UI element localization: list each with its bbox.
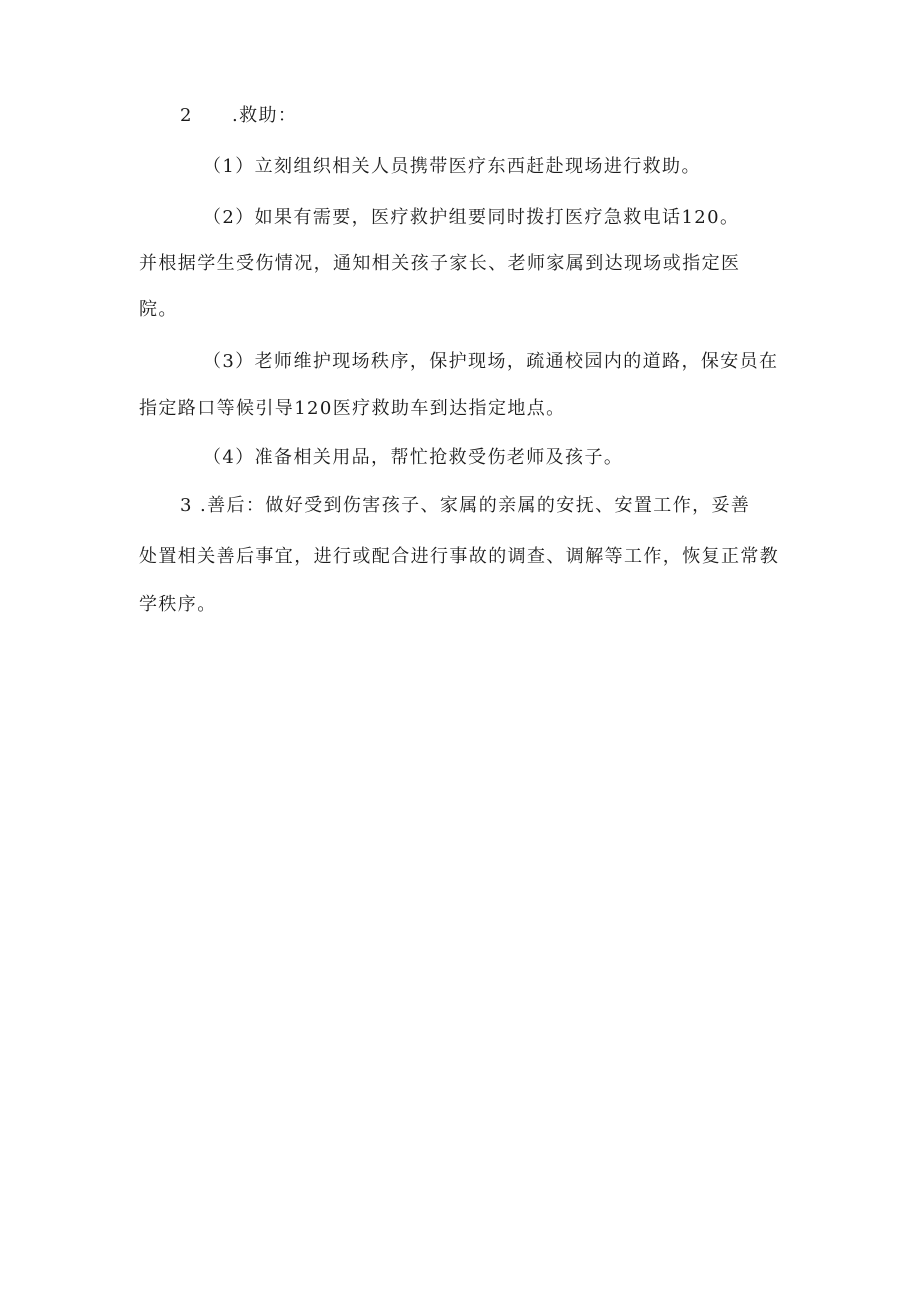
item-1: （1）立刻组织相关人员携带医疗东西赶赴现场进行救助。 — [203, 156, 701, 177]
section-3-line-2: 处置相关善后事宜，进行或配合进行事故的调查、调解等工作，恢复正常教 — [139, 546, 780, 567]
item-4: （4）准备相关用品，帮忙抢救受伤老师及孩子。 — [203, 447, 624, 468]
section-3-line-3: 学秩序。 — [139, 594, 217, 615]
section-3-line-1: 3 .善后：做好受到伤害孩子、家属的亲属的安抚、安置工作，妥善 — [180, 495, 751, 516]
section-2-title: .救助： — [232, 105, 298, 126]
section-2-heading — [180, 104, 297, 128]
item-2-line-3: 院。 — [139, 299, 178, 320]
section-2-number: 2 — [180, 105, 193, 126]
item-3-line-2: 指定路口等候引导120医疗救助车到达指定地点。 — [139, 398, 566, 419]
item-3-line-1: （3）老师维护现场秩序，保护现场，疏通校园内的道路，保安员在 — [203, 351, 779, 372]
item-2-line-2: 并根据学生受伤情况，通知相关孩子家长、老师家属到达现场或指定医 — [139, 253, 741, 274]
item-2-line-1: （2）如果有需要，医疗救护组要同时拨打医疗急救电话120。 — [203, 207, 740, 228]
